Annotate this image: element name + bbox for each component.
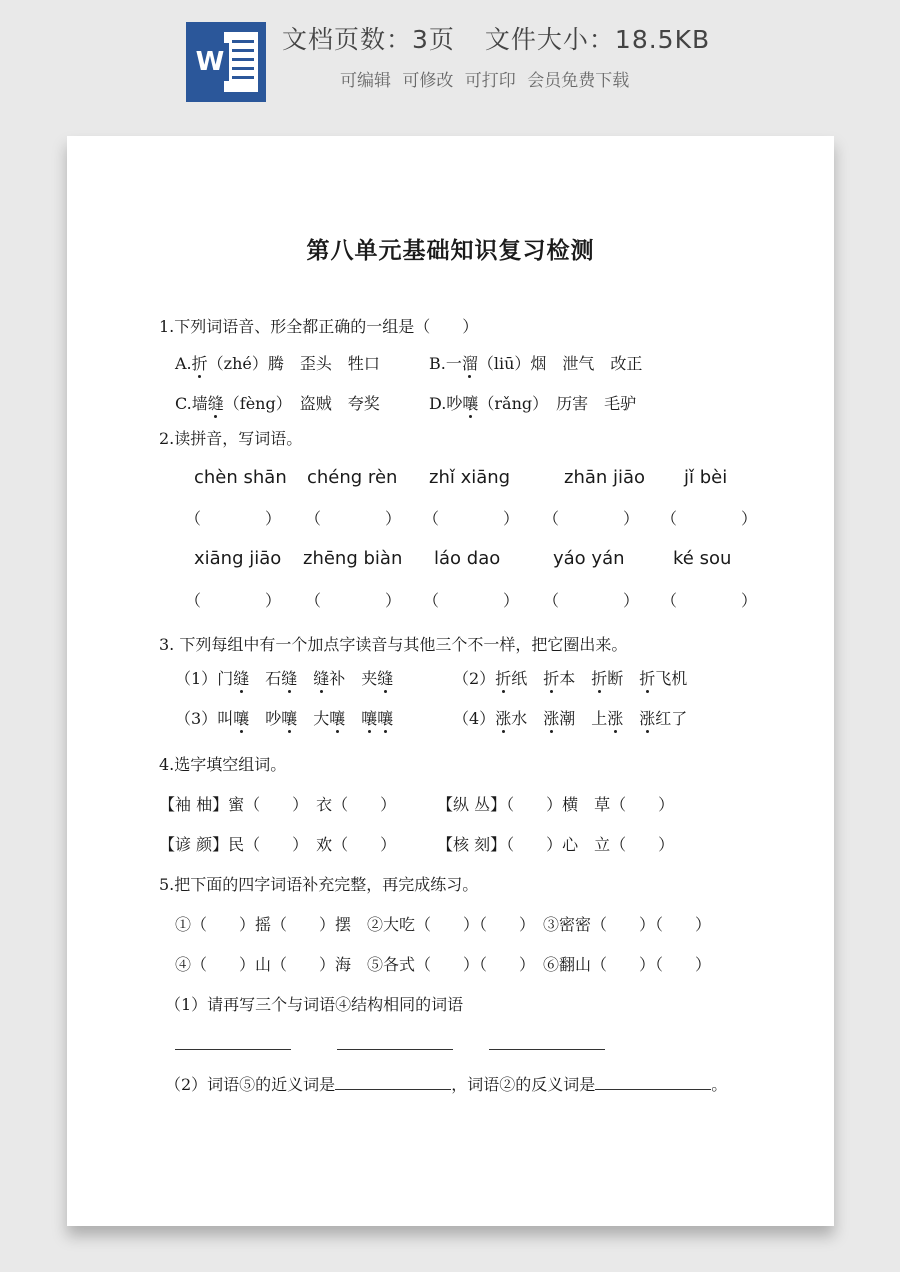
q5-sub-1: （1）请再写三个与词语④结构相同的词语 [165, 995, 464, 1014]
question-2-stem: 2.读拼音，写词语。 [159, 429, 303, 448]
q3-word[interactable]: 折断 [591, 669, 624, 688]
q3-group-4: （4）涨水 涨潮 上涨 涨红了 [453, 709, 688, 728]
q3-word[interactable]: 嚷嚷 [361, 709, 394, 728]
q3-word[interactable]: 涨潮 [543, 709, 576, 728]
pinyin-item: zhān jiāo [564, 467, 646, 488]
pinyin-item: chèn shān [194, 467, 287, 488]
q3-word[interactable]: 石缝 [265, 669, 298, 688]
answer-line[interactable] [595, 1074, 711, 1090]
pinyin-item: xiāng jiāo [194, 548, 282, 569]
q3-word[interactable]: 叫嚷 [217, 709, 250, 728]
q3-word[interactable]: 上涨 [591, 709, 624, 728]
q4-row-2a: 【谚 颜】民（ ） 欢（ ） [159, 835, 397, 854]
option-d: D.吵嚷（rǎng） 历害 毛驴 [429, 394, 637, 413]
answer-line[interactable] [489, 1034, 605, 1050]
q3-word[interactable]: 夹缝 [361, 669, 394, 688]
answer-line[interactable] [337, 1034, 453, 1050]
paren-open: （ [305, 509, 322, 528]
pinyin-item: chéng rèn [307, 467, 398, 488]
paren-open: （ [185, 509, 202, 528]
paren-close: ） [265, 509, 282, 528]
paren-close: ） [385, 509, 402, 528]
q5-sub-2: （2）词语⑤的近义词是 ，词语②的反义词是 。 [165, 1075, 728, 1094]
q3-group-2: （2）折纸 折本 折断 折飞机 [453, 669, 688, 688]
feature-list: 可编辑 可修改 可打印 会员免费下载 [340, 71, 630, 91]
q3-word[interactable]: 折本 [543, 669, 576, 688]
paren-open: （ [423, 509, 440, 528]
paren-close: ） [385, 591, 402, 610]
q3-word[interactable]: 大嚷 [313, 709, 346, 728]
paren-open: （ [661, 509, 678, 528]
pinyin-item: zhǐ xiāng [429, 467, 511, 488]
document-page [67, 136, 834, 1226]
paren-close: ） [741, 509, 758, 528]
q3-word[interactable]: 门缝 [217, 669, 250, 688]
paren-close: ） [503, 591, 520, 610]
pinyin-item: láo dao [434, 548, 501, 569]
question-5-stem: 5.把下面的四字词语补充完整，再完成练习。 [159, 875, 479, 894]
word-logo-letter: W [191, 43, 229, 81]
pinyin-item: yáo yán [553, 548, 625, 569]
q3-word[interactable]: 缝补 [313, 669, 346, 688]
file-info [282, 20, 710, 56]
option-c: C.墙缝（fèng） 盗贼 夸奖 [175, 394, 380, 413]
q3-word[interactable]: 折纸 [495, 669, 528, 688]
answer-line[interactable] [175, 1034, 291, 1050]
q3-word[interactable]: 折飞机 [639, 669, 688, 688]
option-b: B.一溜（liū）烟 泄气 改正 [429, 354, 643, 373]
paren-close: ） [623, 591, 640, 610]
q3-group-3: （3）叫嚷 吵嚷 大嚷 嚷嚷 [175, 709, 394, 728]
q4-row-2b: 【核 刻】（ ）心 立（ ） [437, 835, 675, 854]
q4-row-1b: 【纵 丛】（ ）横 草（ ） [437, 795, 675, 814]
q4-row-1a: 【袖 柚】蜜（ ） 衣（ ） [159, 795, 397, 814]
file-size: 文件大小：18.5KB [484, 25, 711, 54]
pinyin-item: zhēng biàn [303, 548, 403, 569]
q3-group-1: （1）门缝 石缝 缝补 夹缝 [175, 669, 394, 688]
paren-open: （ [423, 591, 440, 610]
paren-open: （ [543, 509, 560, 528]
paren-close: ） [623, 509, 640, 528]
q3-word[interactable]: 涨红了 [639, 709, 688, 728]
page-count: 文档页数：3页 [282, 25, 455, 54]
q3-word[interactable]: 涨水 [495, 709, 528, 728]
q5-row-1: ①（ ）摇（ ）摆 ②大吃（ ）（ ） ③密密（ ）（ ） [175, 915, 712, 934]
q5-row-2: ④（ ）山（ ）海 ⑤各式（ ）（ ） ⑥翻山（ ）（ ） [175, 955, 712, 974]
option-a: A.折（zhé）腾 歪头 牲口 [175, 354, 380, 373]
question-1-stem: 1.下列词语音、形全都正确的一组是（ ） [159, 317, 479, 336]
header-banner [0, 0, 900, 118]
paren-open: （ [661, 591, 678, 610]
pinyin-item: ké sou [673, 548, 732, 569]
q3-word[interactable]: 吵嚷 [265, 709, 298, 728]
paren-close: ） [741, 591, 758, 610]
word-document-icon [186, 22, 266, 102]
question-3-stem: 3. 下列每组中有一个加点字读音与其他三个不一样，把它圈出来。 [159, 635, 628, 654]
document-title: 第八单元基础知识复习检测 [306, 237, 595, 264]
answer-line[interactable] [335, 1074, 451, 1090]
q5-answer-lines [175, 1034, 605, 1056]
paren-open: （ [305, 591, 322, 610]
paren-open: （ [185, 591, 202, 610]
question-4-stem: 4.选字填空组词。 [159, 755, 287, 774]
paren-close: ） [265, 591, 282, 610]
pinyin-item: jǐ bèi [684, 467, 728, 488]
paren-open: （ [543, 591, 560, 610]
paren-close: ） [503, 509, 520, 528]
